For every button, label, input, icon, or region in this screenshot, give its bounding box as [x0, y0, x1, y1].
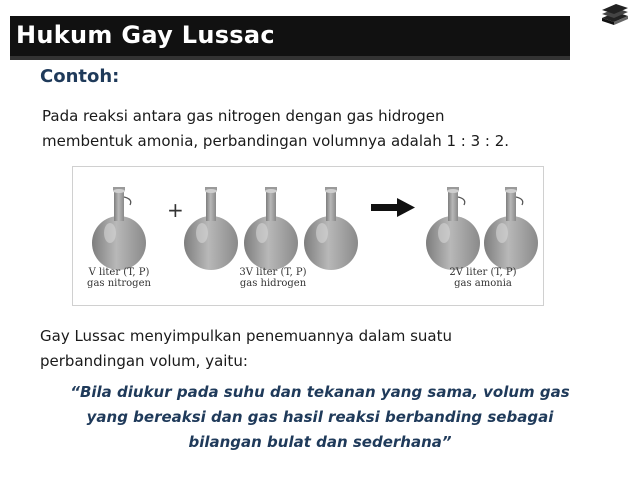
flask-hydrogen-3 [304, 187, 358, 270]
example-heading: Contoh: [40, 66, 120, 87]
flask-nitrogen [92, 187, 146, 270]
reaction-arrow-icon [371, 198, 415, 217]
quote-line-2: yang bereaksi dan gas hasil reaksi berbanding sebagai [86, 408, 554, 426]
label-hydrogen-volume: 3V liter (T, P) [239, 267, 307, 278]
conclusion-line-1: Gay Lussac menyimpulkan penemuannya dalam suatu [40, 327, 452, 345]
title-bar [10, 16, 570, 60]
reaction-figure [72, 166, 544, 306]
label-hydrogen-gas: gas hidrogen [239, 278, 307, 289]
conclusion-line-2: perbandingan volum, yaitu: [40, 352, 248, 370]
book-stack-icon [600, 4, 630, 28]
label-hydrogen [223, 267, 323, 289]
plus-sign: + [167, 198, 184, 222]
law-quote [40, 380, 600, 455]
flask-ammonia-2 [484, 187, 538, 270]
example-line-2: membentuk amonia, perbandingan volumnya adalah 1 : 3 : 2. [42, 132, 510, 150]
label-nitrogen-volume: V liter (T, P) [88, 267, 150, 278]
example-line-1: Pada reaksi antara gas nitrogen dengan gas hidrogen [42, 107, 445, 125]
quote-line-1: “Bila diukur pada suhu dan tekanan yang sama, volum gas [70, 383, 570, 401]
flask-hydrogen-1 [184, 187, 238, 270]
slide-title: Hukum Gay Lussac [16, 21, 275, 49]
label-nitrogen [79, 267, 159, 289]
label-ammonia [433, 267, 533, 289]
example-text [42, 104, 509, 154]
conclusion-text [40, 324, 452, 374]
quote-line-3: bilangan bulat dan sederhana” [188, 433, 452, 451]
label-ammonia-volume: 2V liter (T, P) [449, 267, 517, 278]
label-nitrogen-gas: gas nitrogen [87, 278, 151, 289]
label-ammonia-gas: gas amonia [454, 278, 512, 289]
flask-hydrogen-2 [244, 187, 298, 270]
flask-ammonia-1 [426, 187, 480, 270]
